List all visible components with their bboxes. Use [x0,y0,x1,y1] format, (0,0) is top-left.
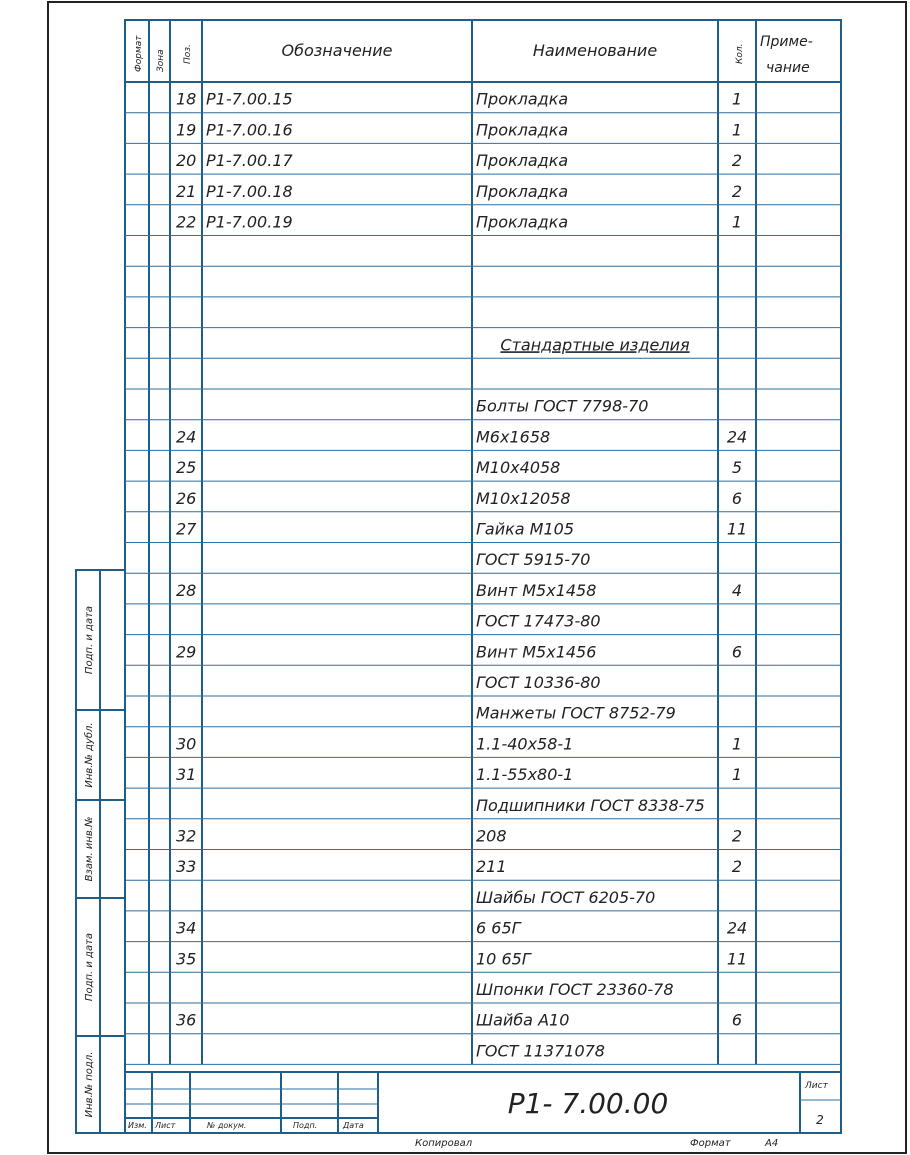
row-name: М6х1658 [476,427,551,447]
table-row [176,765,742,784]
row-qty: 5 [731,458,743,478]
table-row [176,427,747,446]
header-qty: Кол. [735,43,745,64]
row-pos: 36 [176,1010,197,1030]
row-pos: 21 [176,181,197,201]
row-pos: 18 [176,89,197,109]
table-row [176,151,742,170]
row-qty: 11 [726,519,748,539]
row-pos: 25 [176,458,197,478]
table-row [176,458,742,477]
side-stamp-label: Инв.№ дубл. [84,722,95,788]
row-pos: 27 [176,519,197,539]
table-row [176,827,742,846]
table-row [176,90,742,109]
table-row [176,1011,742,1030]
table-row [176,734,742,753]
tb-col-doc-no: № докум. [207,1121,247,1130]
table-row [476,612,601,631]
table-row [476,397,648,416]
header-pos: Поз. [183,44,193,64]
row-pos: 26 [176,488,197,508]
row-qty: 4 [731,580,743,600]
table-row [176,213,742,232]
row-name: 1.1-55х80-1 [476,765,574,785]
tb-col-sheet: Лист [155,1121,176,1130]
tb-col-change: Изм. [128,1121,147,1130]
table-row [476,888,655,907]
table-row [176,857,742,876]
row-qty: 6 [731,488,743,508]
table-row [176,520,747,539]
header-name: Наименование [532,41,658,60]
row-name: Прокладка [476,212,569,232]
row-pos: 20 [176,151,197,171]
header-note-line2: чание [766,60,810,76]
row-pos: 35 [176,949,197,969]
table-row [176,581,742,600]
row-name: Манжеты ГОСТ 8752-79 [476,703,676,723]
row-designation: Р1-7.00.17 [206,151,293,171]
sheet-footer [415,1138,778,1149]
table-header [134,34,813,76]
row-name: Шайба А10 [476,1010,570,1030]
table-row [176,949,747,968]
row-name: ГОСТ 5915-70 [476,550,591,570]
table-row [176,120,742,139]
header-format: Формат [134,35,144,72]
table-row [176,642,742,661]
table-row [176,919,747,938]
side-stamp-label: Взам. инв.№ [84,816,95,882]
row-pos: 32 [176,826,197,846]
row-name: 10 65Г [476,949,531,969]
row-name: Прокладка [476,181,569,201]
side-stamp [76,570,125,1133]
footer-format-label: Формат [690,1138,731,1149]
table-row [476,673,601,692]
row-designation: Р1-7.00.16 [206,120,293,140]
title-block [128,1081,829,1130]
row-qty: 2 [731,857,743,877]
table-row [176,182,742,201]
row-name: Шайбы ГОСТ 6205-70 [476,887,656,907]
header-designation: Обозначение [281,41,393,60]
row-pos: 31 [176,765,197,785]
header-zone: Зона [156,49,166,72]
row-qty: 1 [731,120,743,140]
table-row [476,1041,605,1060]
row-pos: 24 [176,427,197,447]
sheet-label: Лист [805,1081,828,1091]
row-name: Подшипники ГОСТ 8338-75 [476,795,705,815]
row-qty: 24 [726,427,748,447]
row-pos: 34 [176,918,197,938]
row-qty: 2 [731,151,743,171]
row-qty: 6 [731,1010,743,1030]
row-name: 6 65Г [476,918,521,938]
side-stamp-label: Инв.№ подл. [84,1051,95,1118]
row-pos: 22 [176,212,197,232]
table-row [476,704,676,723]
side-stamp-label: Подп. и дата [84,605,95,675]
row-name: М10х12058 [476,488,571,508]
row-pos: 19 [176,120,197,140]
row-name: М10х4058 [476,458,561,478]
row-qty: 1 [731,734,743,754]
table-row [476,796,705,815]
row-name: 1.1-40х58-1 [476,734,574,754]
tb-col-date: Дата [343,1121,364,1130]
row-pos: 33 [176,857,197,877]
row-name: Прокладка [476,89,569,109]
header-note-line1: Приме- [760,34,813,50]
table-row [500,335,690,354]
row-name: Прокладка [476,151,569,171]
row-pos: 29 [176,642,197,662]
row-designation: Р1-7.00.19 [206,212,293,232]
row-qty: 2 [731,826,743,846]
row-name: ГОСТ 10336-80 [476,673,601,692]
row-section-title: Стандартные изделия [500,335,690,355]
row-qty: 2 [731,181,743,201]
footer-copied: Копировал [415,1138,473,1149]
row-pos: 30 [176,734,197,754]
document-code: Р1- 7.00.00 [507,1087,669,1120]
row-qty: 1 [731,765,743,785]
footer-format-value: А4 [765,1138,779,1149]
row-name: ГОСТ 17473-80 [476,611,601,631]
row-name: Прокладка [476,120,569,140]
table-row [176,489,742,508]
row-qty: 1 [731,212,743,232]
sheet-number: 2 [816,1113,824,1127]
row-name: Гайка М105 [476,519,575,539]
row-qty: 6 [731,642,743,662]
row-name: 208 [476,826,507,846]
row-name: Винт М5х1456 [476,642,597,662]
tb-col-sign: Подп. [293,1121,318,1130]
row-name: Винт М5х1458 [476,580,597,600]
row-qty: 1 [731,89,743,109]
row-name: Шпонки ГОСТ 23360-78 [476,980,674,999]
table-row [476,980,674,999]
row-qty: 11 [726,949,748,969]
row-pos: 28 [176,580,197,600]
row-qty: 24 [726,918,748,938]
table-row [476,550,590,569]
row-designation: Р1-7.00.15 [206,89,293,109]
row-name: Болты ГОСТ 7798-70 [476,396,649,416]
row-name: 211 [476,857,507,877]
side-stamp-label: Подп. и дата [84,932,95,1002]
row-designation: Р1-7.00.18 [206,181,293,201]
row-name: ГОСТ 11371078 [476,1041,605,1061]
